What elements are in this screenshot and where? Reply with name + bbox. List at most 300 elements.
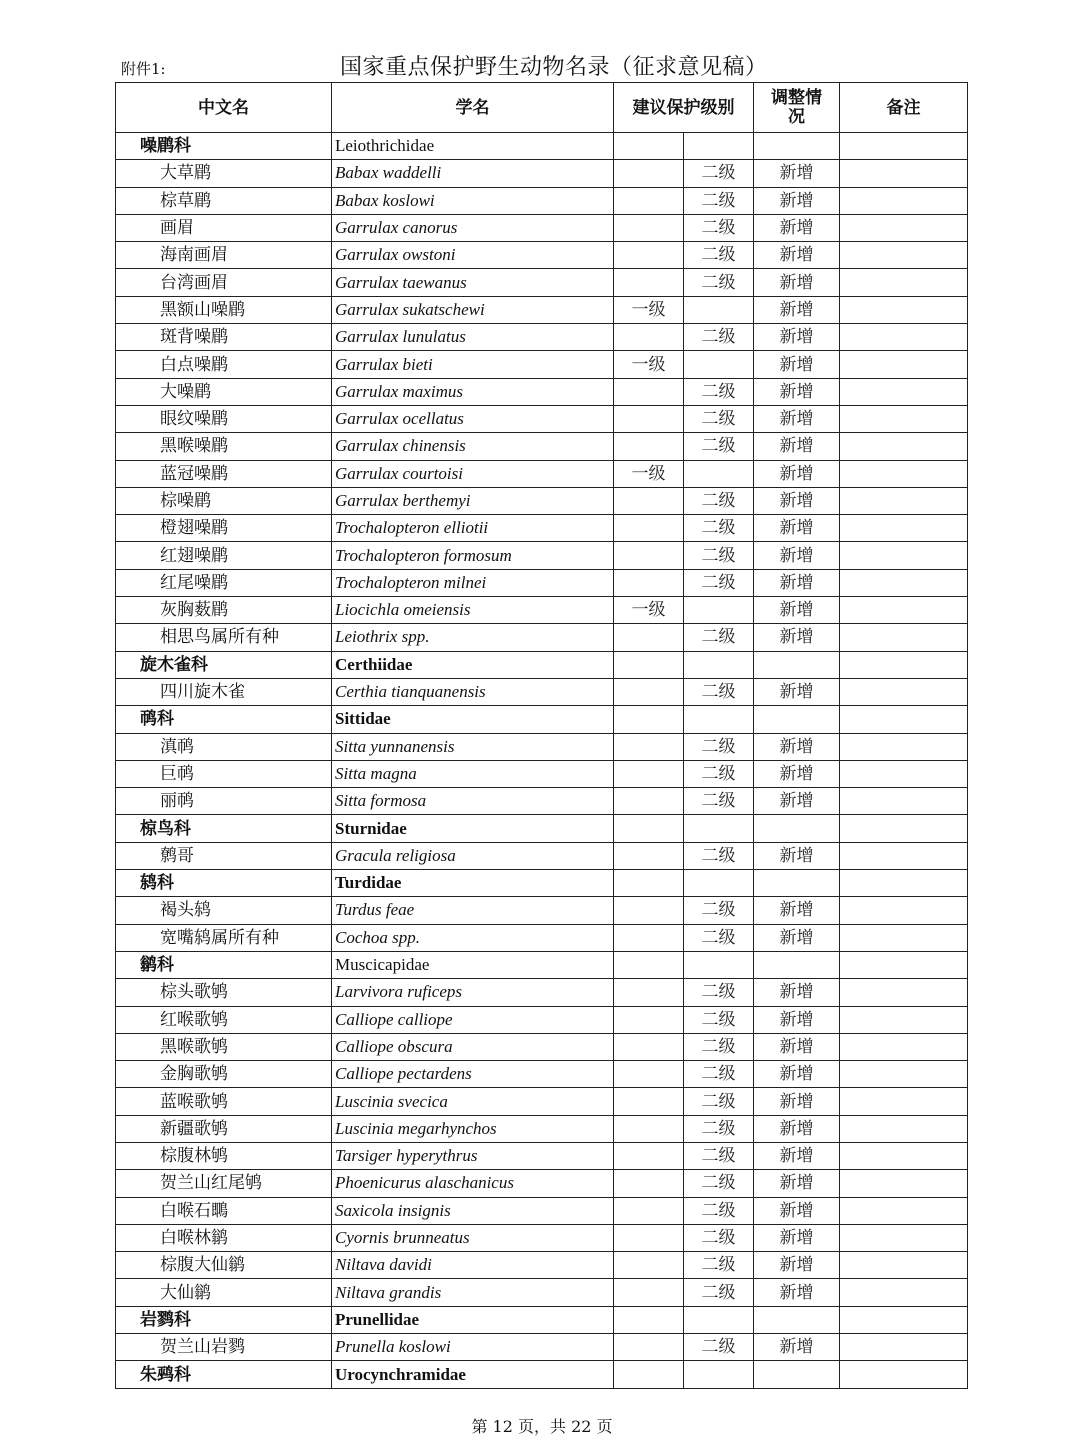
species-row xyxy=(116,214,968,241)
cn-name-cell: 斑背噪鹛 xyxy=(116,324,332,351)
status-cell: 新增 xyxy=(754,214,840,241)
note-cell xyxy=(840,242,968,269)
status-cell xyxy=(754,706,840,733)
level-1-cell xyxy=(614,624,684,651)
level-1-cell xyxy=(614,214,684,241)
cn-name-cell: 岩鹨科 xyxy=(116,1306,332,1333)
species-row xyxy=(116,1142,968,1169)
status-cell: 新增 xyxy=(754,187,840,214)
status-cell: 新增 xyxy=(754,979,840,1006)
level-1-cell xyxy=(614,1224,684,1251)
level-2-cell xyxy=(684,351,754,378)
level-2-cell: 二级 xyxy=(684,1115,754,1142)
note-cell xyxy=(840,1252,968,1279)
level-2-cell: 二级 xyxy=(684,788,754,815)
sci-name-cell: Babax waddelli xyxy=(332,160,614,187)
cn-name-cell: 䴓科 xyxy=(116,706,332,733)
level-2-cell: 二级 xyxy=(684,187,754,214)
status-cell: 新增 xyxy=(754,351,840,378)
species-row xyxy=(116,160,968,187)
level-2-cell: 二级 xyxy=(684,1006,754,1033)
level-2-cell: 二级 xyxy=(684,324,754,351)
level-2-cell: 二级 xyxy=(684,1252,754,1279)
level-1-cell xyxy=(614,1361,684,1388)
level-1-cell xyxy=(614,1170,684,1197)
note-cell xyxy=(840,269,968,296)
note-cell xyxy=(840,924,968,951)
sci-name-cell: Garrulax owstoni xyxy=(332,242,614,269)
species-row xyxy=(116,542,968,569)
family-row xyxy=(116,815,968,842)
status-cell: 新增 xyxy=(754,624,840,651)
cn-name-cell: 新疆歌鸲 xyxy=(116,1115,332,1142)
species-row xyxy=(116,1252,968,1279)
sci-name-cell: Muscicapidae xyxy=(332,951,614,978)
sci-name-cell: Turdus feae xyxy=(332,897,614,924)
status-cell xyxy=(754,1306,840,1333)
species-row xyxy=(116,788,968,815)
note-cell xyxy=(840,487,968,514)
status-cell: 新增 xyxy=(754,160,840,187)
sci-name-cell: Sittidae xyxy=(332,706,614,733)
family-row xyxy=(116,951,968,978)
status-cell: 新增 xyxy=(754,569,840,596)
note-cell xyxy=(840,951,968,978)
cn-name-cell: 白喉石䳭 xyxy=(116,1197,332,1224)
level-2-cell: 二级 xyxy=(684,760,754,787)
sci-name-cell: Garrulax lunulatus xyxy=(332,324,614,351)
species-row xyxy=(116,487,968,514)
sci-name-cell: Garrulax ocellatus xyxy=(332,405,614,432)
col-header-adjustment xyxy=(754,83,840,133)
status-cell: 新增 xyxy=(754,897,840,924)
status-cell: 新增 xyxy=(754,378,840,405)
sci-name-cell: Sturnidae xyxy=(332,815,614,842)
species-row xyxy=(116,324,968,351)
level-1-cell xyxy=(614,1061,684,1088)
cn-name-cell: 滇䴓 xyxy=(116,733,332,760)
level-1-cell xyxy=(614,1334,684,1361)
cn-name-cell: 橙翅噪鹛 xyxy=(116,515,332,542)
sci-name-cell: Garrulax chinensis xyxy=(332,433,614,460)
note-cell xyxy=(840,815,968,842)
status-cell: 新增 xyxy=(754,1142,840,1169)
cn-name-cell: 大噪鹛 xyxy=(116,378,332,405)
level-2-cell: 二级 xyxy=(684,405,754,432)
level-2-cell: 二级 xyxy=(684,1334,754,1361)
note-cell xyxy=(840,1061,968,1088)
sci-name-cell: Luscinia svecica xyxy=(332,1088,614,1115)
species-row xyxy=(116,760,968,787)
level-1-cell: 一级 xyxy=(614,597,684,624)
level-2-cell xyxy=(684,951,754,978)
species-row xyxy=(116,1334,968,1361)
status-cell: 新增 xyxy=(754,1252,840,1279)
status-cell: 新增 xyxy=(754,542,840,569)
note-cell xyxy=(840,133,968,160)
cn-name-cell: 蓝冠噪鹛 xyxy=(116,460,332,487)
sci-name-cell: Gracula religiosa xyxy=(332,842,614,869)
species-row xyxy=(116,242,968,269)
status-cell xyxy=(754,651,840,678)
species-row xyxy=(116,1170,968,1197)
cn-name-cell: 红尾噪鹛 xyxy=(116,569,332,596)
note-cell xyxy=(840,842,968,869)
cn-name-cell: 棕头歌鸲 xyxy=(116,979,332,1006)
cn-name-cell: 大仙鹟 xyxy=(116,1279,332,1306)
level-1-cell xyxy=(614,870,684,897)
col-header-cn-name: 中文名 xyxy=(116,83,332,133)
status-cell: 新增 xyxy=(754,1061,840,1088)
level-1-cell xyxy=(614,269,684,296)
sci-name-cell: Calliope pectardens xyxy=(332,1061,614,1088)
status-cell xyxy=(754,1361,840,1388)
sci-name-cell: Leiothrix spp. xyxy=(332,624,614,651)
level-1-cell: 一级 xyxy=(614,351,684,378)
note-cell xyxy=(840,1088,968,1115)
level-1-cell xyxy=(614,788,684,815)
family-row xyxy=(116,870,968,897)
cn-name-cell: 眼纹噪鹛 xyxy=(116,405,332,432)
note-cell xyxy=(840,1033,968,1060)
level-1-cell xyxy=(614,1252,684,1279)
species-row xyxy=(116,296,968,323)
page-number: 第 12 页，共 22 页 xyxy=(471,1417,613,1436)
cn-name-cell: 鸫科 xyxy=(116,870,332,897)
sci-name-cell: Trochalopteron formosum xyxy=(332,542,614,569)
level-2-cell: 二级 xyxy=(684,1033,754,1060)
note-cell xyxy=(840,1306,968,1333)
cn-name-cell: 巨䴓 xyxy=(116,760,332,787)
species-row xyxy=(116,1088,968,1115)
level-2-cell: 二级 xyxy=(684,433,754,460)
status-cell: 新增 xyxy=(754,788,840,815)
sci-name-cell: Garrulax taewanus xyxy=(332,269,614,296)
level-2-cell xyxy=(684,597,754,624)
sci-name-cell: Prunella koslowi xyxy=(332,1334,614,1361)
sci-name-cell: Calliope calliope xyxy=(332,1006,614,1033)
cn-name-cell: 红翅噪鹛 xyxy=(116,542,332,569)
level-2-cell: 二级 xyxy=(684,1088,754,1115)
level-2-cell: 二级 xyxy=(684,160,754,187)
level-1-cell xyxy=(614,487,684,514)
cn-name-cell: 金胸歌鸲 xyxy=(116,1061,332,1088)
species-row xyxy=(116,733,968,760)
level-2-cell: 二级 xyxy=(684,242,754,269)
species-row xyxy=(116,678,968,705)
note-cell xyxy=(840,897,968,924)
note-cell xyxy=(840,678,968,705)
sci-name-cell: Urocynchramidae xyxy=(332,1361,614,1388)
note-cell xyxy=(840,405,968,432)
level-2-cell: 二级 xyxy=(684,1142,754,1169)
note-cell xyxy=(840,433,968,460)
sci-name-cell: Garrulax berthemyi xyxy=(332,487,614,514)
species-row xyxy=(116,897,968,924)
level-2-cell: 二级 xyxy=(684,1061,754,1088)
level-2-cell: 二级 xyxy=(684,1170,754,1197)
status-cell: 新增 xyxy=(754,1088,840,1115)
cn-name-cell: 相思鸟属所有种 xyxy=(116,624,332,651)
note-cell xyxy=(840,979,968,1006)
species-row xyxy=(116,924,968,951)
note-cell xyxy=(840,542,968,569)
status-cell: 新增 xyxy=(754,733,840,760)
level-1-cell xyxy=(614,1033,684,1060)
status-cell: 新增 xyxy=(754,324,840,351)
level-2-cell xyxy=(684,296,754,323)
species-row xyxy=(116,515,968,542)
sci-name-cell: Babax koslowi xyxy=(332,187,614,214)
status-cell: 新增 xyxy=(754,269,840,296)
sci-name-cell: Phoenicurus alaschanicus xyxy=(332,1170,614,1197)
status-cell: 新增 xyxy=(754,515,840,542)
note-cell xyxy=(840,351,968,378)
note-cell xyxy=(840,324,968,351)
level-2-cell: 二级 xyxy=(684,214,754,241)
species-row xyxy=(116,187,968,214)
sci-name-cell: Sitta formosa xyxy=(332,788,614,815)
sci-name-cell: Leiothrichidae xyxy=(332,133,614,160)
status-cell: 新增 xyxy=(754,924,840,951)
level-1-cell xyxy=(614,1088,684,1115)
species-row xyxy=(116,842,968,869)
sci-name-cell: Certhia tianquanensis xyxy=(332,678,614,705)
sci-name-cell: Garrulax canorus xyxy=(332,214,614,241)
level-1-cell xyxy=(614,924,684,951)
level-1-cell xyxy=(614,187,684,214)
level-1-cell: 一级 xyxy=(614,296,684,323)
cn-name-cell: 黑喉噪鹛 xyxy=(116,433,332,460)
note-cell xyxy=(840,788,968,815)
cn-name-cell: 棕腹林鸲 xyxy=(116,1142,332,1169)
level-1-cell xyxy=(614,433,684,460)
species-row xyxy=(116,1279,968,1306)
status-cell xyxy=(754,133,840,160)
cn-name-cell: 鹩哥 xyxy=(116,842,332,869)
level-1-cell xyxy=(614,324,684,351)
cn-name-cell: 椋鸟科 xyxy=(116,815,332,842)
level-1-cell xyxy=(614,1306,684,1333)
level-2-cell: 二级 xyxy=(684,733,754,760)
col-header-sci-name: 学名 xyxy=(332,83,614,133)
status-cell: 新增 xyxy=(754,487,840,514)
level-2-cell xyxy=(684,1361,754,1388)
note-cell xyxy=(840,1334,968,1361)
species-row xyxy=(116,460,968,487)
level-1-cell xyxy=(614,1006,684,1033)
note-cell xyxy=(840,624,968,651)
status-cell: 新增 xyxy=(754,842,840,869)
level-2-cell: 二级 xyxy=(684,569,754,596)
sci-name-cell: Sitta yunnanensis xyxy=(332,733,614,760)
sci-name-cell: Garrulax courtoisi xyxy=(332,460,614,487)
sci-name-cell: Niltava grandis xyxy=(332,1279,614,1306)
note-cell xyxy=(840,460,968,487)
cn-name-cell: 黑喉歌鸲 xyxy=(116,1033,332,1060)
level-2-cell xyxy=(684,706,754,733)
status-cell xyxy=(754,870,840,897)
note-cell xyxy=(840,1142,968,1169)
note-cell xyxy=(840,597,968,624)
level-1-cell xyxy=(614,842,684,869)
cn-name-cell: 丽䴓 xyxy=(116,788,332,815)
status-cell xyxy=(754,951,840,978)
cn-name-cell: 噪鹛科 xyxy=(116,133,332,160)
note-cell xyxy=(840,706,968,733)
status-cell xyxy=(754,815,840,842)
level-2-cell xyxy=(684,651,754,678)
cn-name-cell: 褐头鸫 xyxy=(116,897,332,924)
sci-name-cell: Liocichla omeiensis xyxy=(332,597,614,624)
species-row xyxy=(116,405,968,432)
sci-name-cell: Prunellidae xyxy=(332,1306,614,1333)
note-cell xyxy=(840,160,968,187)
sci-name-cell: Luscinia megarhynchos xyxy=(332,1115,614,1142)
level-2-cell: 二级 xyxy=(684,842,754,869)
status-cell: 新增 xyxy=(754,1334,840,1361)
species-row xyxy=(116,597,968,624)
note-cell xyxy=(840,296,968,323)
cn-name-cell: 旋木雀科 xyxy=(116,651,332,678)
cn-name-cell: 蓝喉歌鸲 xyxy=(116,1088,332,1115)
species-row xyxy=(116,1224,968,1251)
level-1-cell xyxy=(614,1197,684,1224)
status-cell: 新增 xyxy=(754,1170,840,1197)
note-cell xyxy=(840,1115,968,1142)
level-1-cell xyxy=(614,979,684,1006)
level-2-cell xyxy=(684,870,754,897)
status-cell: 新增 xyxy=(754,1006,840,1033)
family-row xyxy=(116,1361,968,1388)
status-cell: 新增 xyxy=(754,405,840,432)
level-1-cell xyxy=(614,733,684,760)
level-1-cell xyxy=(614,1279,684,1306)
species-row xyxy=(116,1006,968,1033)
level-1-cell xyxy=(614,706,684,733)
sci-name-cell: Turdidae xyxy=(332,870,614,897)
sci-name-cell: Larvivora ruficeps xyxy=(332,979,614,1006)
note-cell xyxy=(840,1361,968,1388)
level-1-cell xyxy=(614,897,684,924)
level-2-cell xyxy=(684,133,754,160)
level-1-cell xyxy=(614,160,684,187)
note-cell xyxy=(840,651,968,678)
level-1-cell xyxy=(614,542,684,569)
note-cell xyxy=(840,870,968,897)
level-2-cell xyxy=(684,460,754,487)
col-header-note: 备注 xyxy=(840,83,968,133)
attachment-label: 附件1: xyxy=(121,60,166,78)
sci-name-cell: Trochalopteron elliotii xyxy=(332,515,614,542)
note-cell xyxy=(840,214,968,241)
species-table xyxy=(115,82,968,1389)
note-cell xyxy=(840,569,968,596)
level-2-cell: 二级 xyxy=(684,269,754,296)
level-2-cell xyxy=(684,1306,754,1333)
sci-name-cell: Cyornis brunneatus xyxy=(332,1224,614,1251)
note-cell xyxy=(840,1170,968,1197)
sci-name-cell: Certhiidae xyxy=(332,651,614,678)
status-cell: 新增 xyxy=(754,1033,840,1060)
note-cell xyxy=(840,378,968,405)
level-1-cell xyxy=(614,760,684,787)
status-cell: 新增 xyxy=(754,1115,840,1142)
document-title: 国家重点保护野生动物名录（征求意见稿） xyxy=(340,55,768,80)
level-2-cell: 二级 xyxy=(684,624,754,651)
note-cell xyxy=(840,1224,968,1251)
species-row xyxy=(116,979,968,1006)
species-row xyxy=(116,1061,968,1088)
species-row xyxy=(116,1115,968,1142)
cn-name-cell: 红喉歌鸲 xyxy=(116,1006,332,1033)
sci-name-cell: Saxicola insignis xyxy=(332,1197,614,1224)
sci-name-cell: Garrulax sukatschewi xyxy=(332,296,614,323)
status-cell: 新增 xyxy=(754,460,840,487)
note-cell xyxy=(840,733,968,760)
col-header-adjustment-line2: 况 xyxy=(788,106,805,127)
cn-name-cell: 大草鹛 xyxy=(116,160,332,187)
level-1-cell xyxy=(614,405,684,432)
level-1-cell xyxy=(614,1115,684,1142)
sci-name-cell: Sitta magna xyxy=(332,760,614,787)
cn-name-cell: 台湾画眉 xyxy=(116,269,332,296)
cn-name-cell: 海南画眉 xyxy=(116,242,332,269)
status-cell: 新增 xyxy=(754,597,840,624)
cn-name-cell: 黑额山噪鹛 xyxy=(116,296,332,323)
sci-name-cell: Cochoa spp. xyxy=(332,924,614,951)
level-2-cell xyxy=(684,815,754,842)
family-row xyxy=(116,133,968,160)
col-header-level: 建议保护级别 xyxy=(614,83,754,133)
sci-name-cell: Niltava davidi xyxy=(332,1252,614,1279)
level-2-cell: 二级 xyxy=(684,542,754,569)
family-row xyxy=(116,1306,968,1333)
sci-name-cell: Tarsiger hyperythrus xyxy=(332,1142,614,1169)
sci-name-cell: Garrulax maximus xyxy=(332,378,614,405)
level-1-cell xyxy=(614,651,684,678)
level-1-cell xyxy=(614,515,684,542)
level-1-cell xyxy=(614,378,684,405)
status-cell: 新增 xyxy=(754,1197,840,1224)
cn-name-cell: 鹟科 xyxy=(116,951,332,978)
level-2-cell: 二级 xyxy=(684,515,754,542)
cn-name-cell: 宽嘴鸫属所有种 xyxy=(116,924,332,951)
level-1-cell xyxy=(614,951,684,978)
level-1-cell xyxy=(614,569,684,596)
status-cell: 新增 xyxy=(754,433,840,460)
level-1-cell xyxy=(614,678,684,705)
note-cell xyxy=(840,1006,968,1033)
note-cell xyxy=(840,760,968,787)
family-row xyxy=(116,651,968,678)
status-cell: 新增 xyxy=(754,296,840,323)
cn-name-cell: 贺兰山岩鹨 xyxy=(116,1334,332,1361)
level-2-cell: 二级 xyxy=(684,1197,754,1224)
level-1-cell xyxy=(614,242,684,269)
status-cell: 新增 xyxy=(754,1279,840,1306)
level-2-cell: 二级 xyxy=(684,378,754,405)
level-1-cell xyxy=(614,1142,684,1169)
species-row xyxy=(116,433,968,460)
cn-name-cell: 白点噪鹛 xyxy=(116,351,332,378)
level-2-cell: 二级 xyxy=(684,897,754,924)
level-1-cell: 一级 xyxy=(614,460,684,487)
level-2-cell: 二级 xyxy=(684,487,754,514)
status-cell: 新增 xyxy=(754,1224,840,1251)
status-cell: 新增 xyxy=(754,760,840,787)
note-cell xyxy=(840,187,968,214)
